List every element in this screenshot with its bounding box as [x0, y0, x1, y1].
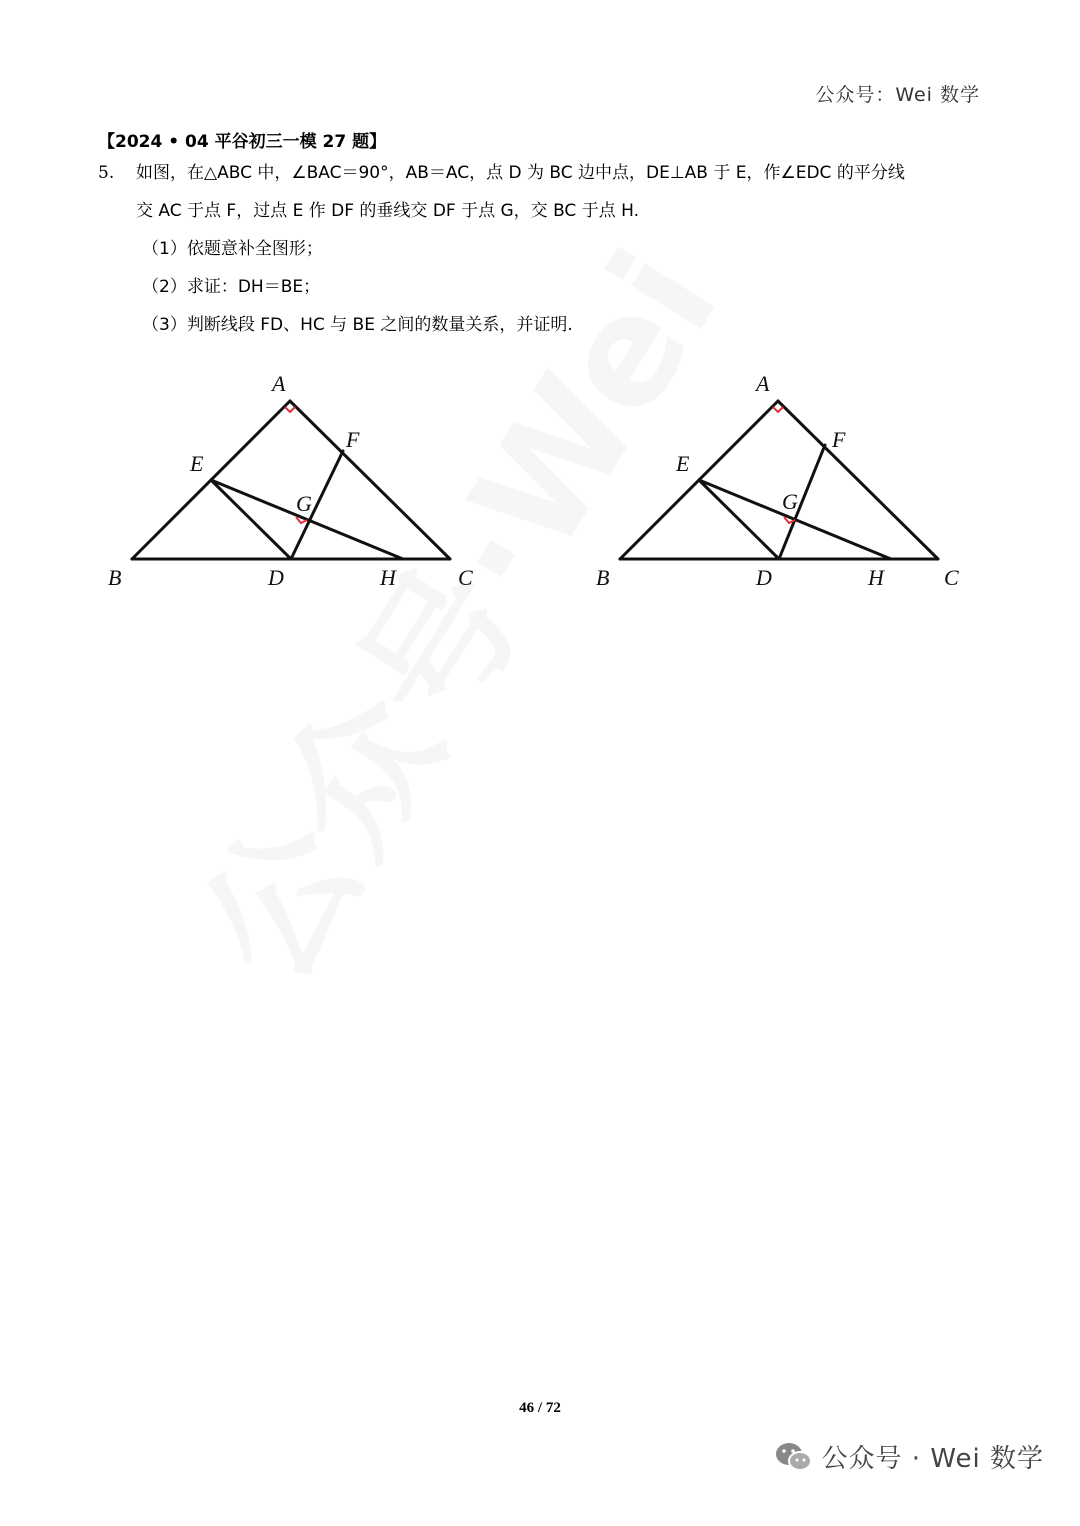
problem-number: 5. [98, 163, 115, 183]
label-d: D [756, 565, 772, 590]
footer-watermark-text: 公众号 · Wei 数学 [821, 1444, 1044, 1474]
label-e: E [190, 451, 204, 476]
label-d: D [268, 565, 284, 590]
label-f: F [832, 427, 846, 452]
label-b: B [596, 565, 610, 590]
label-c: C [458, 565, 473, 590]
wechat-icon [774, 1440, 814, 1474]
label-g: G [296, 491, 312, 516]
page-number: 46 / 72 [519, 1400, 561, 1416]
segment-de [699, 480, 779, 559]
problem-part-1: （1）依题意补全图形； [142, 239, 323, 259]
right-angle-mark-a [773, 407, 783, 412]
label-f: F [346, 427, 360, 452]
problem-block [98, 154, 998, 344]
problem-stem-line1: 如图，在△ABC 中，∠BAC＝90°，AB＝AC，点 D 为 BC 边中点，DE⊥AB 于 E，作∠EDC 的平分线 [136, 163, 905, 183]
header-account: 公众号：Wei 数学 [815, 84, 980, 106]
geometry-figure-left [100, 365, 490, 605]
label-b: B [108, 565, 122, 590]
label-h: H [380, 565, 396, 590]
problem-stem-line2: 交 AC 于点 F，过点 E 作 DF 的垂线交 DF 于点 G，交 BC 于点 H. [136, 201, 640, 221]
problem-part-3: （3）判断线段 FD、HC 与 BE 之间的数量关系，并证明. [142, 315, 573, 335]
footer-watermark [774, 1438, 1044, 1475]
right-angle-mark-a [285, 407, 295, 412]
segment-de [211, 480, 291, 559]
geometry-figure-right [588, 365, 978, 605]
label-c: C [944, 565, 959, 590]
segment-ac [290, 401, 450, 559]
segment-ac [778, 401, 938, 559]
label-h: H [868, 565, 884, 590]
problem-part-2: （2）求证：DH＝BE； [142, 277, 321, 297]
problem-source: 【2024 • 04 平谷初三一模 27 题】 [98, 132, 387, 152]
label-e: E [676, 451, 690, 476]
label-a: A [756, 371, 770, 396]
label-a: A [272, 371, 286, 396]
label-g: G [782, 489, 798, 514]
